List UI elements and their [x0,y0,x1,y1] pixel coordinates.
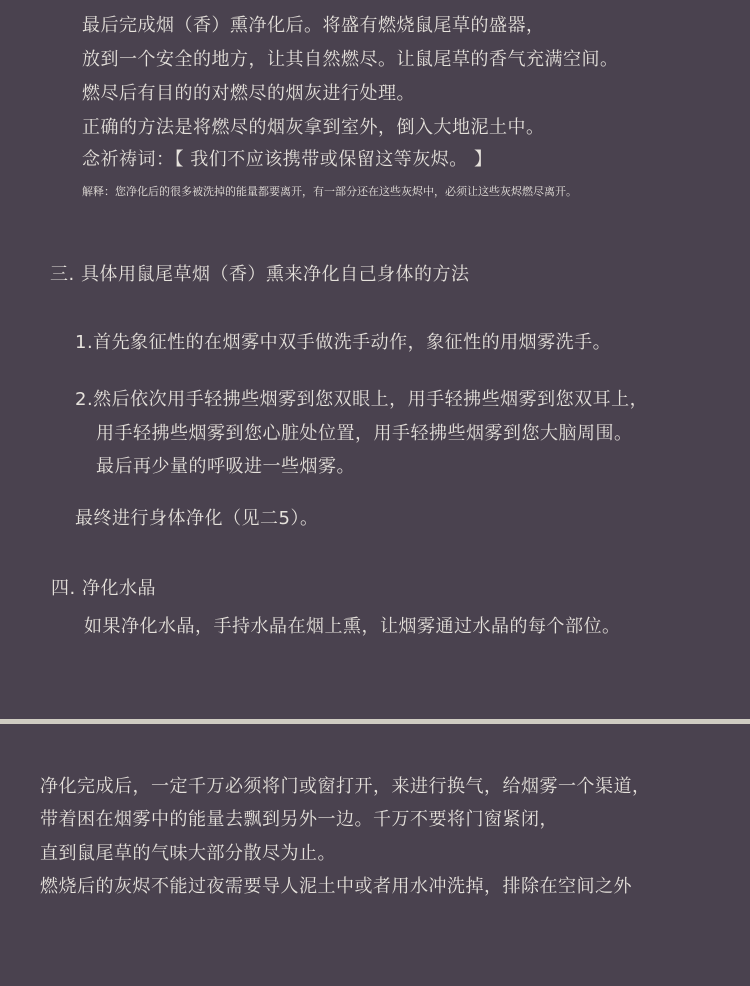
intro-line-2: 放到一个安全的地方，让其自然燃尽。让鼠尾草的香气充满空间。 [82,49,619,70]
closing-line-4: 燃烧后的灰烬不能过夜需要导人泥土中或者用水冲洗掉，排除在空间之外 [40,876,632,897]
closing-line-1: 净化完成后，一定千万必须将门或窗打开，来进行换气，给烟雾一个渠道， [40,776,651,797]
section-3-step-1: 1.首先象征性的在烟雾中双手做洗手动作，象征性的用烟雾洗手。 [75,332,612,353]
intro-line-3: 燃尽后有目的的对燃尽的烟灰进行处理。 [82,83,415,104]
section-3-final: 最终进行身体净化（见二5）。 [75,508,319,529]
intro-line-1: 最后完成烟（香）熏净化后。将盛有燃烧鼠尾草的盛器， [82,15,545,36]
section-4-body: 如果净化水晶，手持水晶在烟上熏，让烟雾通过水晶的每个部位。 [84,616,621,637]
intro-line-4: 正确的方法是将燃尽的烟灰拿到室外，倒入大地泥土中。 [82,117,545,138]
explanation-note: 解释：您净化后的很多被洗掉的能量都要离开，有一部分还在这些灰烬中，必须让这些灰烬燃尽离开。 [82,185,577,198]
section-3-step-2-line-3: 最后再少量的呼吸进一些烟雾。 [96,456,355,477]
closing-line-2: 带着困在烟雾中的能量去飘到另外一边。千万不要将门窗紧闭， [40,809,558,830]
prayer-text: 念祈祷词：【 我们不应该携带或保留这等灰烬。 】 [82,149,493,170]
closing-line-3: 直到鼠尾草的气味大部分散尽为止。 [40,843,336,864]
section-3-step-2-line-1: 2.然后依次用手轻拂些烟雾到您双眼上，用手轻拂些烟雾到您双耳上， [75,389,649,410]
section-3-step-2-line-2: 用手轻拂些烟雾到您心脏处位置，用手轻拂些烟雾到您大脑周围。 [96,423,633,444]
section-divider [0,719,750,724]
section-3-heading: 三. 具体用鼠尾草烟（香）熏来净化自己身体的方法 [50,264,470,285]
section-4-heading: 四. 净化水晶 [51,578,156,599]
